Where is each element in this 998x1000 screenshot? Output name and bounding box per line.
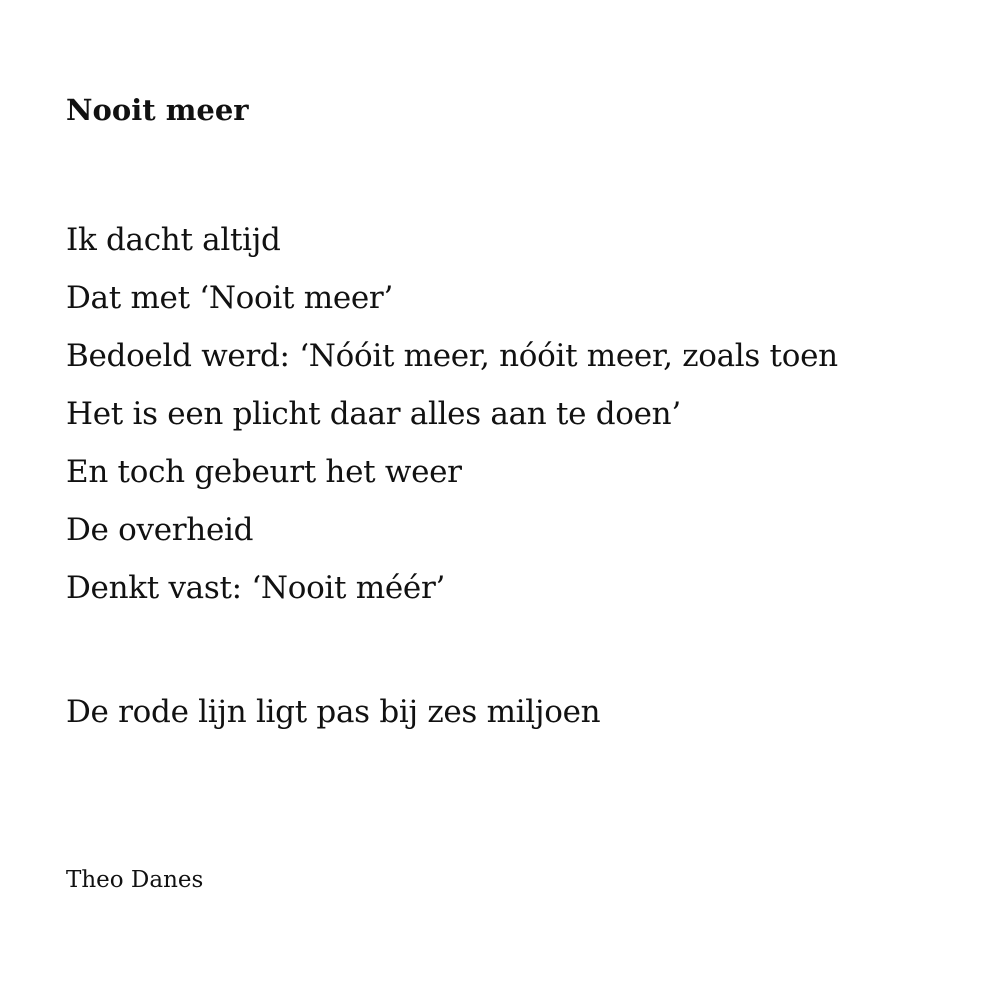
poem-author: Theo Danes (66, 867, 204, 893)
verse-line: En toch gebeurt het weer (66, 454, 462, 490)
verse-line: Ik dacht altijd (66, 222, 281, 258)
verse-line: Het is een plicht daar alles aan te doen’ (66, 396, 681, 432)
verse-line: Dat met ‘Nooit meer’ (66, 280, 393, 316)
verse-line: Denkt vast: ‘Nooit méér’ (66, 570, 446, 606)
stanza (66, 683, 600, 741)
stanza (66, 211, 838, 617)
verse-line: De rode lijn ligt pas bij zes miljoen (66, 694, 601, 730)
verse-line: Bedoeld werd: ‘Nóóit meer, nóóit meer, zoals toen (66, 338, 838, 374)
poem-title: Nooit meer (66, 93, 249, 127)
verse-line: De overheid (66, 512, 254, 548)
